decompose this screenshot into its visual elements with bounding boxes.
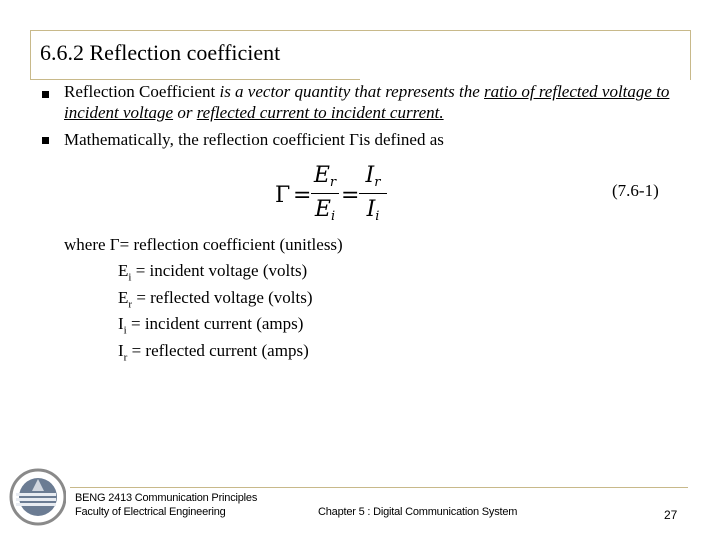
definition-reflected-voltage	[118, 287, 313, 315]
bullet-reflection-definition	[64, 81, 704, 123]
def-text: = reflected voltage (volts)	[132, 288, 313, 307]
title-border-right	[690, 30, 691, 80]
def-symbol: E	[118, 261, 129, 280]
def-subscript: r	[128, 298, 133, 311]
def-symbol: I	[118, 341, 124, 360]
def-text: = reflected current (amps)	[127, 341, 309, 360]
title-border-bottom	[30, 79, 360, 80]
def-subscript: i	[123, 324, 127, 337]
footer-faculty: Faculty of Electrical Engineering	[75, 506, 226, 518]
def-symbol: E	[118, 288, 129, 307]
eq-num-voltage: E	[313, 163, 330, 188]
slide-title: 6.6.2 Reflection coefficient	[40, 40, 281, 65]
bullet-square-icon	[42, 91, 49, 98]
university-logo-icon	[8, 467, 66, 529]
eq-equals-1: =	[293, 183, 312, 208]
def-subscript: i	[128, 271, 132, 284]
term-bold: Reflection Coefficient	[64, 82, 216, 101]
eq-num-voltage-sub: r	[329, 175, 337, 190]
eq-den-current: I	[366, 197, 376, 222]
def-subscript: r	[123, 351, 128, 364]
definition-incident-voltage	[118, 260, 307, 288]
definition-or: or	[173, 103, 197, 122]
bullet-mathematically: Mathematically, the reflection coefficient Γis defined as	[64, 130, 444, 149]
def-text: = incident voltage (volts)	[131, 261, 308, 280]
eq-num-current: I	[365, 163, 375, 188]
equation-number: (7.6-1)	[612, 181, 659, 200]
def-symbol: I	[118, 314, 124, 333]
eq-num-current-sub: r	[374, 175, 381, 190]
footer-chapter: Chapter 5 : Digital Communication System	[318, 506, 518, 518]
eq-gamma: Γ	[275, 183, 291, 208]
where-gamma-definition: where Γ= reflection coefficient (unitless)	[64, 235, 343, 254]
eq-den-voltage: E	[314, 197, 331, 222]
footer-divider	[70, 487, 688, 488]
fraction-bar	[311, 193, 339, 194]
page-number: 27	[664, 508, 678, 522]
footer-course-info	[75, 491, 257, 519]
definition-incident-current	[118, 313, 303, 341]
footer-course: BENG 2413 Communication Principles	[75, 492, 258, 504]
eq-den-current-sub: i	[375, 209, 380, 224]
def-text: = incident current (amps)	[126, 314, 304, 333]
title-border-left	[30, 30, 31, 80]
bullet-square-icon	[42, 137, 49, 144]
eq-equals-2: =	[341, 183, 360, 208]
definition-reflected-current	[118, 340, 309, 368]
definition-underline-voltage: ratio of reflected voltage to incident voltage	[64, 82, 670, 122]
fraction-bar	[359, 193, 387, 194]
eq-den-voltage-sub: i	[330, 209, 336, 224]
definition-underline-current: reflected current to incident current.	[196, 103, 444, 122]
definition-text: is a vector quantity that represents the	[215, 82, 485, 101]
title-border-top	[30, 30, 690, 31]
